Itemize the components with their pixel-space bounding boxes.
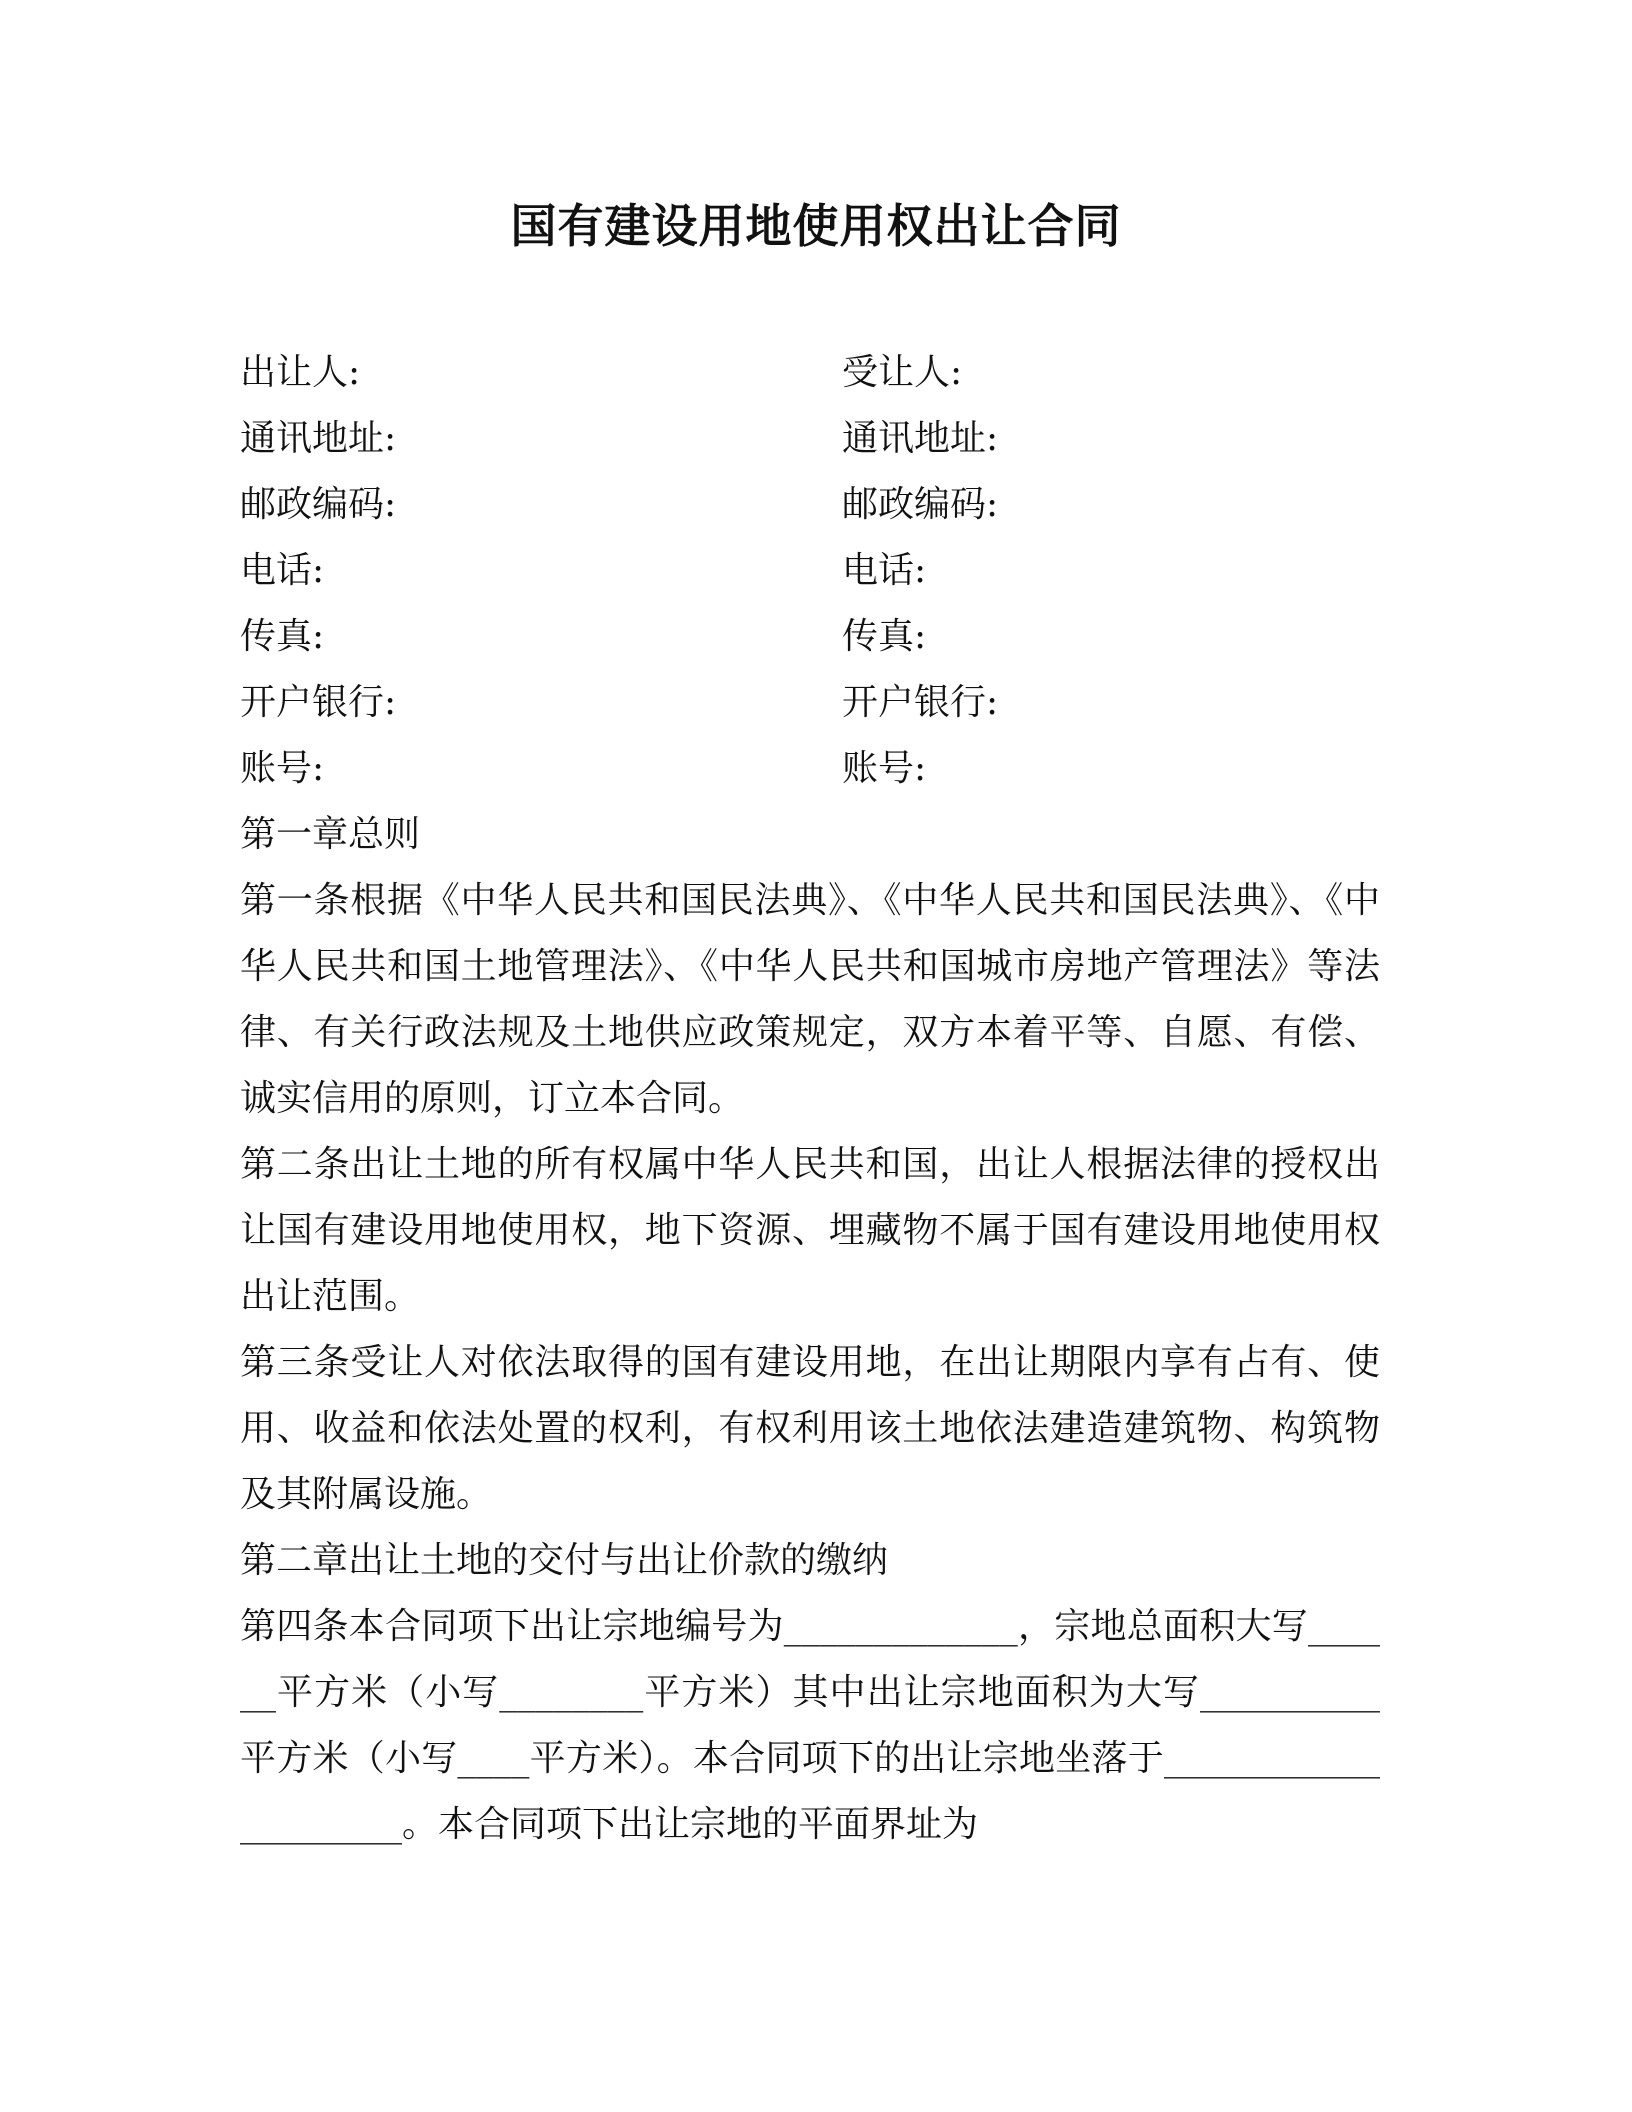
transferee-postcode-label: 邮政编码:: [842, 484, 999, 525]
chapter-heading: 第一章总则: [240, 814, 421, 855]
party-row-transferor: [240, 340, 1390, 406]
document-title: 国有建设用地使用权出让合同: [510, 199, 1122, 253]
contract-body: [240, 802, 1380, 1858]
article-paragraph: 第三条受让人对依法取得的国有建设用地，在出让期限内享有占有、使用、收益和依法处置的权利，有权利用该土地依法建造建筑物、构筑物及其附属设施。: [240, 1342, 1380, 1515]
transferor-account-label: 账号:: [240, 748, 325, 789]
party-row-account: [240, 736, 1390, 802]
transferee-phone-label: 电话:: [842, 550, 927, 591]
transferor-bank-label: 开户银行:: [240, 682, 397, 723]
transferor-phone-label: 电话:: [240, 550, 325, 591]
transferee-fax-label: 传真:: [842, 616, 927, 657]
party-row-postcode: [240, 472, 1390, 538]
article-paragraph: 第一条根据《中华人民共和国民法典》、《中华人民共和国民法典》、《中华人民共和国土地管理法》、《中华人民共和国城市房地产管理法》等法律、有关行政法规及土地供应政策规定，双方本着平等、自愿、有偿、诚实信用的原则，订立本合同。: [240, 880, 1380, 1119]
party-row-address: [240, 406, 1390, 472]
transferee-bank-label: 开户银行:: [842, 682, 999, 723]
party-row-bank: [240, 670, 1390, 736]
article-paragraph: 第四条本合同项下出让宗地编号为_____________，宗地总面积大写______平方米（小写________平方米）其中出让宗地面积为大写__________平方米（小写____平方米）。本合同项下的出让宗地坐落于_____________________。本合同项下出让宗地的平面界址为: [240, 1606, 1380, 1845]
transferee-account-label: 账号:: [842, 748, 927, 789]
article-paragraph: 第二条出让土地的所有权属中华人民共和国，出让人根据法律的授权出让国有建设用地使用权，地下资源、埋藏物不属于国有建设用地使用权出让范围。: [240, 1144, 1380, 1317]
transferor-fax-label: 传真:: [240, 616, 325, 657]
transferor-postcode-label: 邮政编码:: [240, 484, 397, 525]
transferee-address-label: 通讯地址:: [842, 418, 999, 459]
transferee-label: 受让人:: [842, 352, 963, 393]
parties-block: [240, 340, 1390, 802]
transferor-address-label: 通讯地址:: [240, 418, 397, 459]
party-row-phone: [240, 538, 1390, 604]
party-row-fax: [240, 604, 1390, 670]
transferor-label: 出让人:: [240, 352, 361, 393]
chapter-heading: 第二章出让土地的交付与出让价款的缴纳: [240, 1540, 889, 1581]
